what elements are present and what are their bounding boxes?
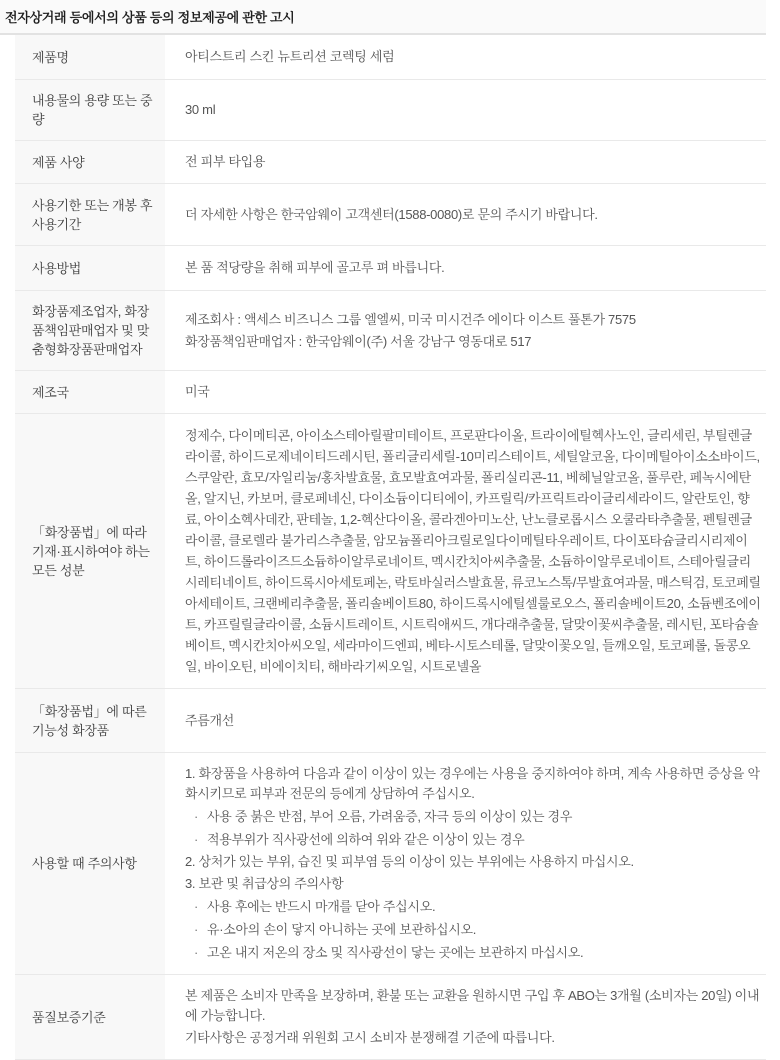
value-text: 2. 상처가 있는 부위, 습진 및 피부염 등의 이상이 있는 부위에는 사용하지 마십시오.: [185, 854, 634, 869]
table-row: [15, 414, 766, 689]
value-text: 제조회사 : 액세스 비즈니스 그룹 엘엘씨, 미국 미시건주 에이다 이스트 풀톤가 7575: [185, 311, 636, 327]
value-text: 사용 후에는 반드시 마개를 닫아 주십시오.: [207, 899, 436, 914]
value-line: [185, 258, 762, 278]
value-text: 고온 내지 저온의 장소 및 직사광선이 닿는 곳에는 보관하지 마십시오.: [207, 945, 584, 960]
value-text: 미국: [185, 384, 210, 399]
value-line: [185, 205, 762, 225]
table-row: [15, 291, 766, 371]
row-value: [165, 689, 766, 752]
value-text: 주름개선: [185, 712, 235, 728]
value-line: [185, 47, 762, 67]
value-bullet-line: [185, 830, 762, 850]
value-line: [185, 986, 762, 1026]
row-value: [165, 371, 766, 413]
row-label: 제품 사양: [15, 141, 165, 183]
value-line: [185, 425, 762, 677]
row-value: [165, 184, 766, 245]
row-value: [165, 35, 766, 79]
table-row: [15, 184, 766, 246]
value-line: [185, 874, 762, 894]
value-text: 1. 화장품을 사용하여 다음과 같이 이상이 있는 경우에는 사용을 중지하여야 하며, 계속 사용하면 증상을 악화시키므로 피부과 전문의 등에게 상담하여 주십시오.: [185, 766, 760, 801]
row-label: 제조국: [15, 371, 165, 413]
value-bullet-line: [185, 897, 762, 917]
table-row: [15, 753, 766, 975]
row-value: [165, 246, 766, 290]
product-info-table: [15, 35, 766, 1060]
row-label: 「화장품법」에 따른 기능성 화장품: [15, 689, 165, 752]
row-value: [165, 975, 766, 1059]
row-label: 사용방법: [15, 246, 165, 290]
table-row: [15, 35, 766, 80]
value-bullet-line: [185, 920, 762, 940]
row-value: [165, 291, 766, 370]
value-line: [185, 332, 762, 352]
value-line: [185, 152, 762, 172]
value-line: [185, 1028, 762, 1048]
bullet-dot-icon: ·: [194, 945, 199, 960]
bullet-dot-icon: ·: [194, 899, 199, 914]
value-text: 아티스트리 스킨 뉴트리션 코렉팅 세럼: [185, 49, 395, 64]
row-label: 화장품제조업자, 화장품책임판매업자 및 맞춤형화장품판매업자: [15, 291, 165, 370]
value-bullet-line: [185, 943, 762, 963]
value-line: [185, 382, 762, 402]
row-label: 제품명: [15, 35, 165, 79]
table-row: [15, 141, 766, 184]
value-bullet-line: [185, 807, 762, 827]
value-text: 3. 보관 및 취급상의 주의사항: [185, 876, 344, 891]
value-text: 본 품 적당량을 취해 피부에 골고루 펴 바릅니다.: [185, 260, 445, 275]
value-line: [185, 711, 762, 731]
row-value: [165, 141, 766, 183]
value-text: 적용부위가 직사광선에 의하여 위와 같은 이상이 있는 경우: [207, 832, 525, 847]
row-label: 내용물의 용량 또는 중량: [15, 80, 165, 140]
row-label: 사용할 때 주의사항: [15, 753, 165, 974]
table-row: [15, 246, 766, 291]
table-row: [15, 371, 766, 414]
value-text: 기타사항은 공정거래 위원회 고시 소비자 분쟁해결 기준에 따릅니다.: [185, 1030, 555, 1045]
value-text: 사용 중 붉은 반점, 부어 오름, 가려움증, 자극 등의 이상이 있는 경우: [207, 809, 573, 824]
value-text: 정제수, 다이메티콘, 아이소스테아릴팔미테이트, 프로판다이올, 트라이에틸헥사노인, 글리세린, 부틸렌글라이콜, 하이드로제네이티드레시틴, 폴리글리세릴-10미리스테이트, 세틸알코올, 다이메틸아이소소바이드, 스쿠알란, 효모/자일리눔/홍차발효물, 효모발효여과물, 폴리실리콘-11, 베헤닐알코올, 풀루란, 페녹시에탄올, 알지닌, 카보머, 클로페네신, 다이소듐이디티에이, 카프릴릭/카프릭트라이글리세라이드, 알란토인, 향료, 아이소헥사데칸, 판테놀, 1,2-헥산다이올, 콜라겐아미노산, 난노클로롭시스 오쿨라타추출물, 펜틸렌글라이콜, 클로렐라 불가리스추출물, 암모늄폴리아크릴로일다이메틸타우레이트, 다이포타슘글리시리제이트, 하이드롤라이즈드소듐하이알루로네이트, 멕시칸치아씨추출물, 소듐하이알루로네이트, 스테아릴글리시레티네이트, 하이드록시아세토페논, 락토바실러스발효물, 류코노스톡/무발효여과물, 매스틱검, 토코페릴아세테이트, 크랜베리추출물, 폴리솔베이트80, 하이드록시에틸셀룰로오스, 폴리솔베이트20, 소듐벤조에이트, 카프릴릴글라이콜, 소듐시트레이트, 시트릭애씨드, 개다래추출물, 달맞이꽃씨추출물, 레시틴, 포타슘솔베이트, 멕시칸치아씨오일, 세라마이드엔피, 베타-시토스테롤, 달맞이꽃오일, 들깨오일, 토코페롤, 돌콩오일, 바이오틴, 비에이치티, 해바라기씨오일, 시트로넬올: [185, 428, 761, 674]
row-value: [165, 753, 766, 974]
value-text: 전 피부 타입용: [185, 154, 266, 169]
row-label: 사용기한 또는 개봉 후 사용기간: [15, 184, 165, 245]
bullet-dot-icon: ·: [194, 832, 199, 847]
table-row: [15, 80, 766, 141]
value-line: [185, 764, 762, 804]
row-label: 품질보증기준: [15, 975, 165, 1059]
value-line: [185, 852, 762, 872]
row-label: 「화장품법」에 따라 기재·표시하여야 하는 모든 성분: [15, 414, 165, 688]
value-text: 더 자세한 사항은 한국암웨이 고객센터(1588-0080)로 문의 주시기 바랍니다.: [185, 206, 598, 222]
value-text: 본 제품은 소비자 만족을 보장하며, 환불 또는 교환을 원하시면 구입 후 ABO는 3개월 (소비자는 20일) 이내에 가능합니다.: [185, 988, 760, 1023]
bullet-dot-icon: ·: [194, 809, 199, 824]
value-text: 유·소아의 손이 닿지 아니하는 곳에 보관하십시오.: [207, 922, 477, 937]
page-title: 전자상거래 등에서의 상품 등의 정보제공에 관한 고시: [5, 10, 295, 25]
table-row: [15, 975, 766, 1060]
value-line: [185, 100, 762, 120]
notice-title-band: [0, 0, 766, 35]
table-row: [15, 689, 766, 753]
row-value: [165, 80, 766, 140]
value-text: 화장품책임판매업자 : 한국암웨이(주) 서울 강남구 영동대로 517: [185, 333, 532, 349]
bullet-dot-icon: ·: [194, 922, 199, 937]
row-value: [165, 414, 766, 688]
value-text: 30 ml: [185, 102, 216, 117]
value-line: [185, 310, 762, 330]
